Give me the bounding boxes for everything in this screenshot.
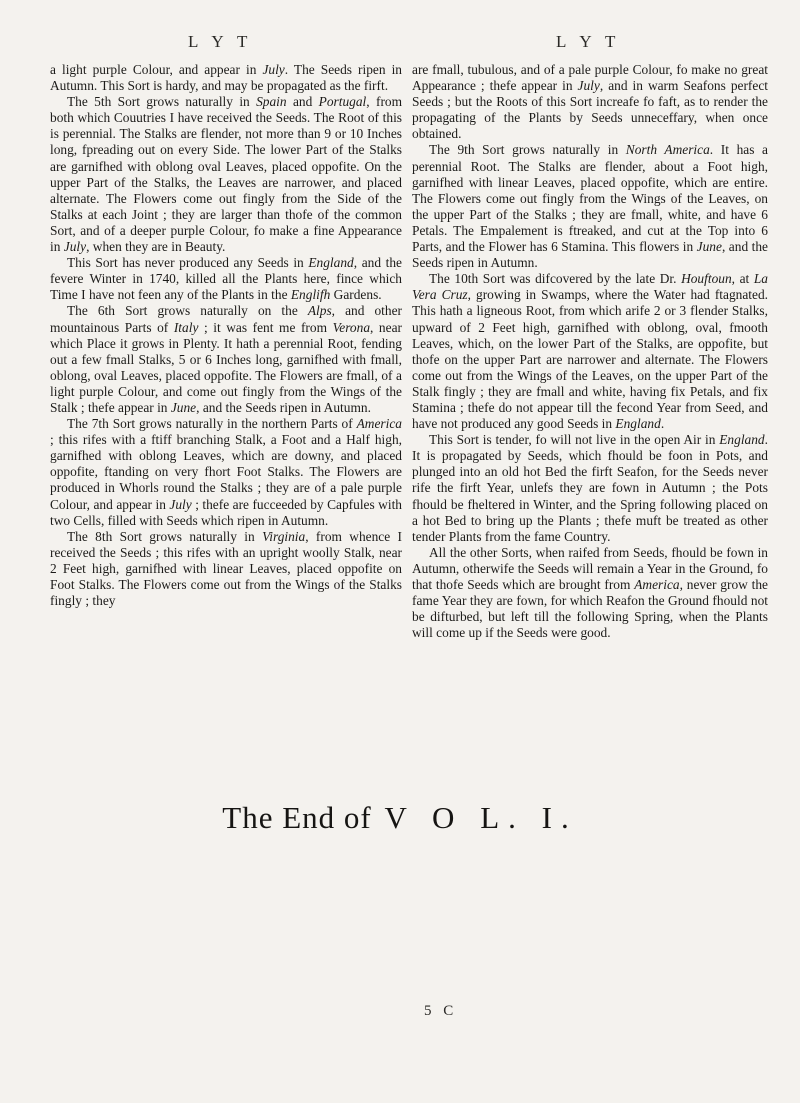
paragraph	[50, 303, 402, 416]
italic-text: July	[262, 62, 285, 77]
italic-text: America	[356, 416, 402, 432]
text-run: Gardens.	[330, 287, 382, 303]
text-run: This Sort has never produced any Seeds in	[67, 255, 309, 271]
text-run: . The Seeds ripen in Autumn. This Sort is hardy, and may be propagated as the firft.	[50, 62, 403, 94]
text-run: are fmall, tubulous, and of a pale purple Colour, fo make no great Appearance ; thefe appear in	[412, 62, 768, 94]
the-end-text: The End of	[222, 800, 372, 835]
italic-text: Virginia	[262, 528, 306, 544]
text-run: , and other mountainous Parts of	[50, 303, 402, 335]
paragraph	[412, 432, 768, 545]
text-run: , at	[731, 271, 754, 287]
text-run: , from whence I received the Seeds ; this rifes with an upright woolly Stalk, near 2 Feet high, garnifhed with linear Leaves, placed oppofite on Foot Stalks. The Flowers come out from the Wings of the Stalks fingly ; they	[50, 528, 402, 609]
paragraph	[412, 271, 768, 432]
italic-text: England	[719, 432, 765, 448]
italic-text: England	[615, 416, 661, 432]
volume-label: V O L. I.	[384, 800, 578, 835]
italic-text: Italy	[173, 319, 199, 335]
text-run: .	[660, 416, 665, 432]
paragraph	[412, 142, 768, 271]
text-run: This Sort is tender, fo will not live in the open Air in	[429, 432, 720, 448]
italic-text: Portugal	[318, 94, 367, 110]
text-run: and	[286, 94, 319, 110]
text-run: , from both which Couutries I have received the Seeds. The Root of this is perennial. The Stalks are flender, not more than 9 or 10 Inches long, fpreading out on every Side. The lower Part of the Stalks are garnifhed with oblong oval Leaves, placed oppofite. On the upper Part of the Stalks, the Leaves are narrower, and placed alternate. The Flowers come out fingly from the Side of the Stalks at each Joint ; they are larger than thofe of the common Sort, and of a deeper purple Colour, fo make a fine Appearance in	[50, 94, 403, 255]
italic-text: June	[696, 239, 722, 255]
text-run: The 7th Sort grows naturally in the northern Parts of	[67, 416, 357, 432]
text-run: ; it was fent me from	[198, 319, 333, 335]
text-run: a light purple Colour, and appear in	[50, 62, 263, 77]
text-run: . It is propagated by Seeds, which fhould be foon in Pots, and plunged into an old hot Bed the firft Seafon, for the Seeds never rife the firft Year, unlefs they are fown in Autumn ; the Pots fhould be fheltered in Winter, and the Spring following placed on a hot Bed to bring up the Plants ; thefe muft be treated as other tender Plants from the fame Country.	[412, 432, 768, 544]
text-run: The 5th Sort grows naturally in	[67, 94, 257, 110]
italic-text: Englifh	[290, 287, 331, 303]
paragraph	[50, 94, 402, 255]
text-run: , and the fevere Winter in 1740, killed all the Plants here, fince which Time I have not feen any of the Plants in the	[50, 255, 402, 303]
paragraph	[412, 62, 768, 142]
printer-signature-mark: 5 C	[424, 1003, 458, 1019]
italic-text: July	[169, 496, 192, 512]
text-run: ; this rifes with a ftiff branching Stalk, a Foot and a Half high, garnifhed with oblong Leaves, which are downy, and placed oppofite, ftanding on very fhort Foot Stalks. The Flowers are produced in Whorls round the Stalks ; they are of a pale purple Colour, and appear in	[50, 432, 402, 512]
paragraph	[50, 255, 402, 303]
text-column-left	[50, 62, 402, 609]
italic-text: America	[634, 577, 680, 592]
text-run: , near which Place it grows in Plenty. It hath a perennial Root, fending out a few fmall Stalks, 5 or 6 Inches long, garnifhed with fmall, oblong, oval Leaves, placed oppofite. The Flowers are fmall, of a light purple Colour, and come out fingly from the Wings of the Stalk ; thefe appear in	[50, 319, 402, 415]
italic-text: July	[63, 239, 87, 255]
text-run: , when they are in Beauty.	[86, 239, 226, 255]
italic-text: Alps	[307, 303, 332, 319]
paragraph	[50, 529, 402, 609]
text-run: . It has a perennial Root. The Stalks are flender, about a Foot high, garnifhed with linear Leaves, placed oppofite, which are entire. The Flowers come out fingly from the Wings of the Leaves, on the upper Part of the Stalks ; they are fmall, white, and have 6 Petals. The Empalement is ftreaked, and cut at the Top into 6 Parts, and the Flower has 6 Stamina. This flowers in	[412, 142, 768, 255]
running-header-left: L Y T	[188, 32, 253, 51]
italic-text: La Vera Cruz	[412, 271, 768, 303]
text-run: , growing in Swamps, where the Water had ftagnated. This hath a ligneous Root, from which arife 2 or 3 flender Stalks, upward of 2 Feet high, garnifhed with oblong, oval, fmooth Leaves, which, on the lower Part of the Stalks, are oppofite, but thofe on the upper Part are narrower and alternate. The Flowers come out from the Wings of the Leaves, on the upper Part of the Stalk fingly ; they are fmall and white, having fix Petals, and fix Stamina ; thefe do not appear till the fecond Year from Seed, and have not produced any good Seeds in	[412, 287, 768, 432]
running-header-right: L Y T	[556, 32, 621, 51]
text-run: , and the Seeds ripen in Autumn.	[412, 239, 768, 271]
italic-text: Spain	[256, 94, 287, 110]
italic-text: Houftoun	[681, 271, 732, 287]
italic-text: Verona	[332, 319, 371, 335]
text-run: The 9th Sort grows naturally in	[429, 142, 626, 158]
paragraph	[412, 545, 768, 642]
text-run: The 6th Sort grows naturally on the	[67, 303, 308, 319]
paragraph	[50, 62, 402, 94]
text-run: All the other Sorts, when raifed from Seeds, fhould be fown in Autumn, otherwife the Seeds will remain a Year in the Ground, fo that thofe Seeds which are brought from	[412, 544, 768, 592]
text-run: , and in warm Seafons perfect Seeds ; but the Roots of this Sort increafe fo faft, as to render the propagating of the Plants by Seeds unneceffary, when once obtained.	[412, 78, 769, 142]
text-run: The 8th Sort grows naturally in	[67, 528, 263, 544]
text-run: The 10th Sort was difcovered by the late Dr.	[429, 271, 682, 287]
italic-text: England	[308, 255, 354, 271]
text-run: ; thefe are fucceeded by Capfules with two Cells, filled with Seeds which ripen in Autumn.	[50, 496, 402, 528]
text-column-right	[412, 62, 768, 641]
italic-text: July	[577, 78, 600, 94]
paragraph	[50, 416, 402, 529]
italic-text: North America	[625, 142, 710, 158]
text-run: , never grow the fame Year they are fown, for which Reafon the Ground fhould not be difturbed, but left till the following Spring, when the Plants will come up if the Seeds were good.	[412, 577, 768, 641]
the-end-line	[0, 800, 800, 836]
italic-text: June	[170, 399, 197, 415]
text-run: , and the Seeds ripen in Autumn.	[196, 399, 371, 415]
